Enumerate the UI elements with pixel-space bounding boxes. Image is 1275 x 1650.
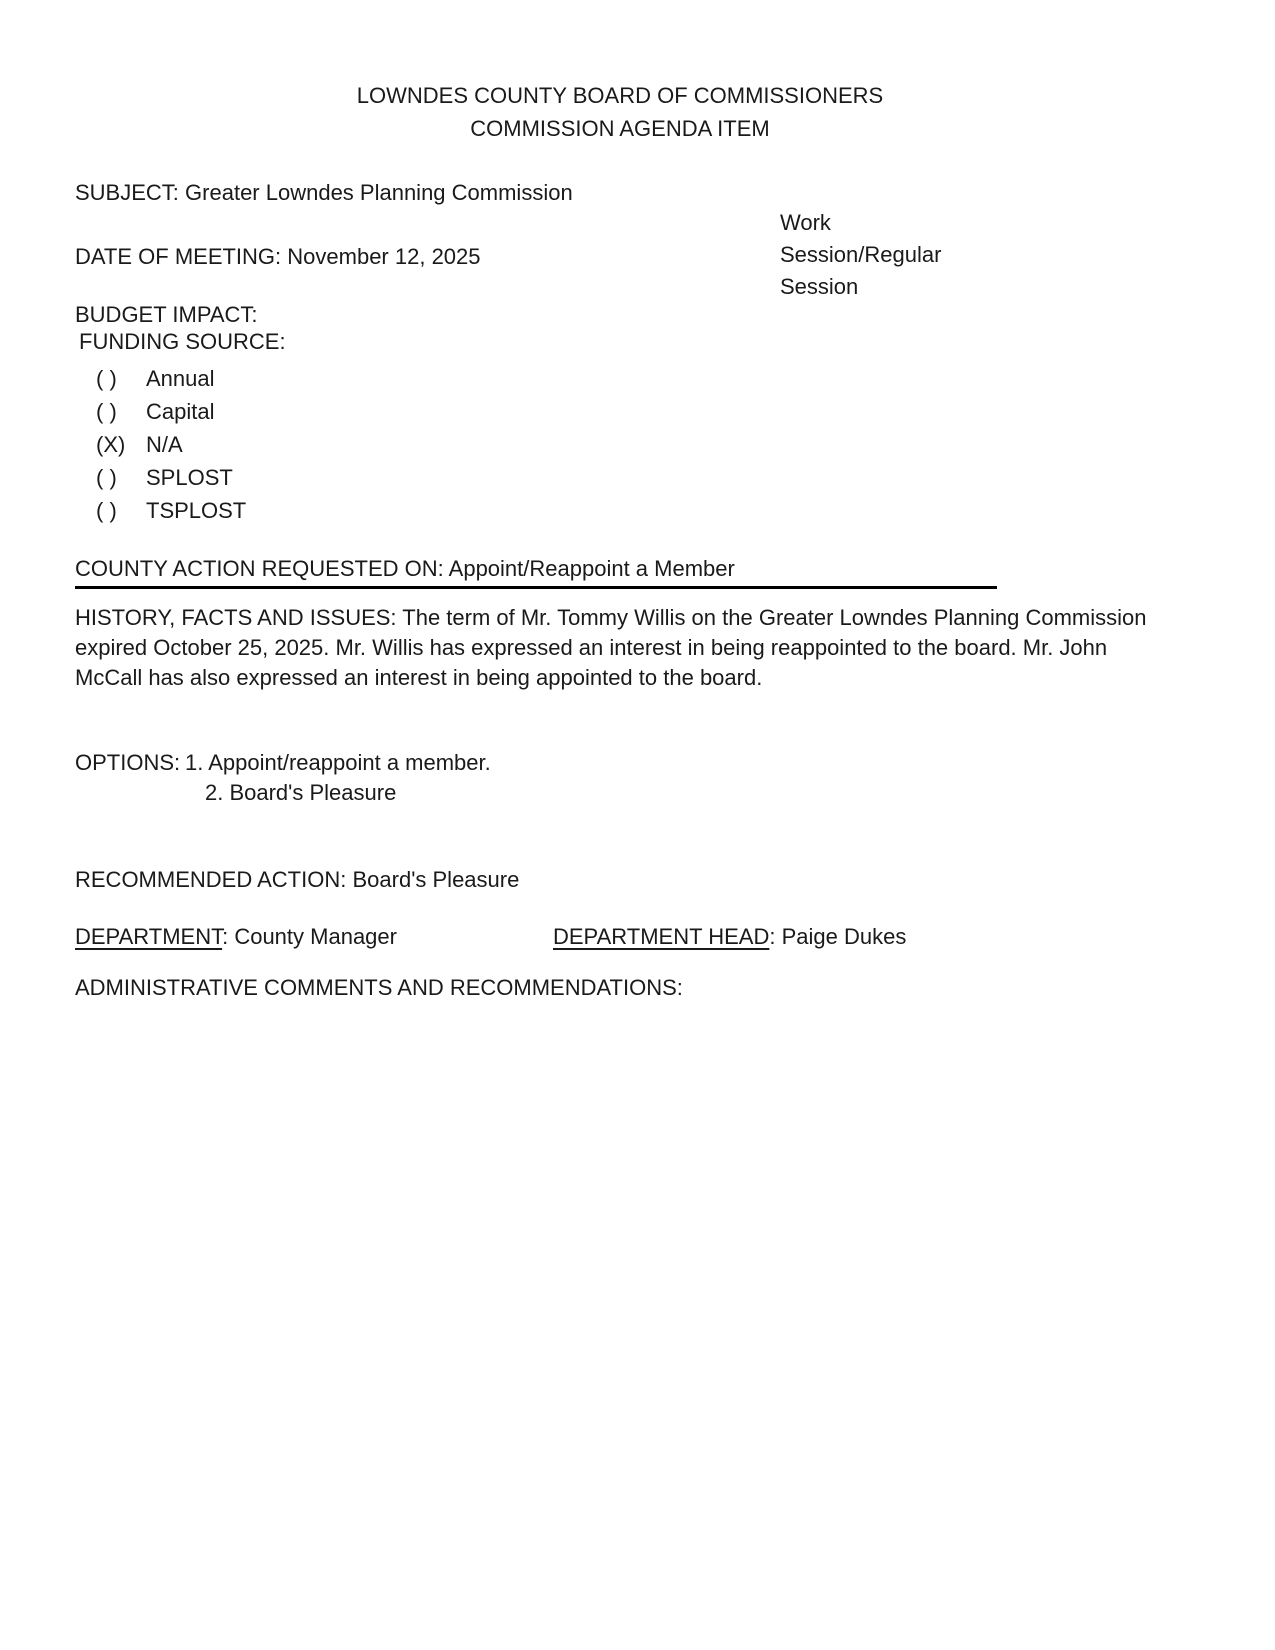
title-line-2: COMMISSION AGENDA ITEM <box>470 116 770 141</box>
funding-option-na <box>96 428 246 461</box>
county-action-line <box>75 556 997 589</box>
department-row <box>75 921 907 953</box>
recommended-action-line <box>75 864 519 896</box>
options-item-1: 1. Appoint/reappoint a member. <box>185 750 491 775</box>
department-label: DEPARTMENT <box>75 924 223 949</box>
funding-option-label: Capital <box>146 399 215 424</box>
meeting-date-line <box>75 241 481 273</box>
session-type: Work Session/Regular Session <box>780 210 942 299</box>
department-cell <box>75 924 397 949</box>
history-text: The term of Mr. Tommy Willis on the Greater Lowndes Planning Commission expired October 25, 2025. Mr. Willis has expressed an interest in being reappointed to the board. Mr. John McCall has also expressed an interest in being appointed to the board. <box>75 605 1147 690</box>
funding-option-tsplost <box>96 494 246 527</box>
county-action-label: COUNTY ACTION REQUESTED ON: <box>75 556 444 581</box>
checkbox-mark: ( ) <box>96 498 117 523</box>
options-label: OPTIONS: <box>75 750 181 775</box>
checkbox-mark: ( ) <box>96 366 117 391</box>
county-action-value: Appoint/Reappoint a Member <box>448 556 735 581</box>
department-sep: : <box>222 924 235 949</box>
history-label: HISTORY, FACTS AND ISSUES: <box>75 605 397 630</box>
recommended-action-value: Board's Pleasure <box>352 867 520 892</box>
history-paragraph <box>75 603 1167 693</box>
department-head-sep: : <box>769 924 782 949</box>
budget-impact-label: BUDGET IMPACT: <box>75 302 258 327</box>
checkbox-mark: ( ) <box>96 465 117 490</box>
title-line-1: LOWNDES COUNTY BOARD OF COMMISSIONERS <box>356 83 884 108</box>
subject-value: Greater Lowndes Planning Commission <box>185 180 573 205</box>
funding-option-label: Annual <box>146 366 215 391</box>
meeting-date-label: DATE OF MEETING: <box>75 244 282 269</box>
checkbox-mark: ( ) <box>96 399 117 424</box>
admin-comments-label: ADMINISTRATIVE COMMENTS AND RECOMMENDATIONS: <box>75 975 683 1000</box>
funding-options-list <box>96 362 246 527</box>
funding-option-label: SPLOST <box>146 465 233 490</box>
subject-line <box>75 177 573 209</box>
department-head-value: Paige Dukes <box>781 924 907 949</box>
document-title <box>75 79 1165 145</box>
meeting-date-value: November 12, 2025 <box>287 244 481 269</box>
funding-option-capital <box>96 395 246 428</box>
department-head-cell <box>553 921 906 953</box>
subject-label: SUBJECT: <box>75 180 179 205</box>
department-value: County Manager <box>234 924 397 949</box>
funding-option-annual <box>96 362 246 395</box>
recommended-action-label: RECOMMENDED ACTION: <box>75 867 347 892</box>
checkbox-mark-checked: (X) <box>96 432 126 457</box>
funding-source-label: FUNDING SOURCE: <box>79 329 286 354</box>
funding-option-label: N/A <box>146 432 183 457</box>
options-item-2: 2. Board's Pleasure <box>205 780 397 805</box>
funding-option-label: TSPLOST <box>146 498 247 523</box>
department-head-label: DEPARTMENT HEAD <box>553 924 770 949</box>
funding-option-splost <box>96 461 246 494</box>
